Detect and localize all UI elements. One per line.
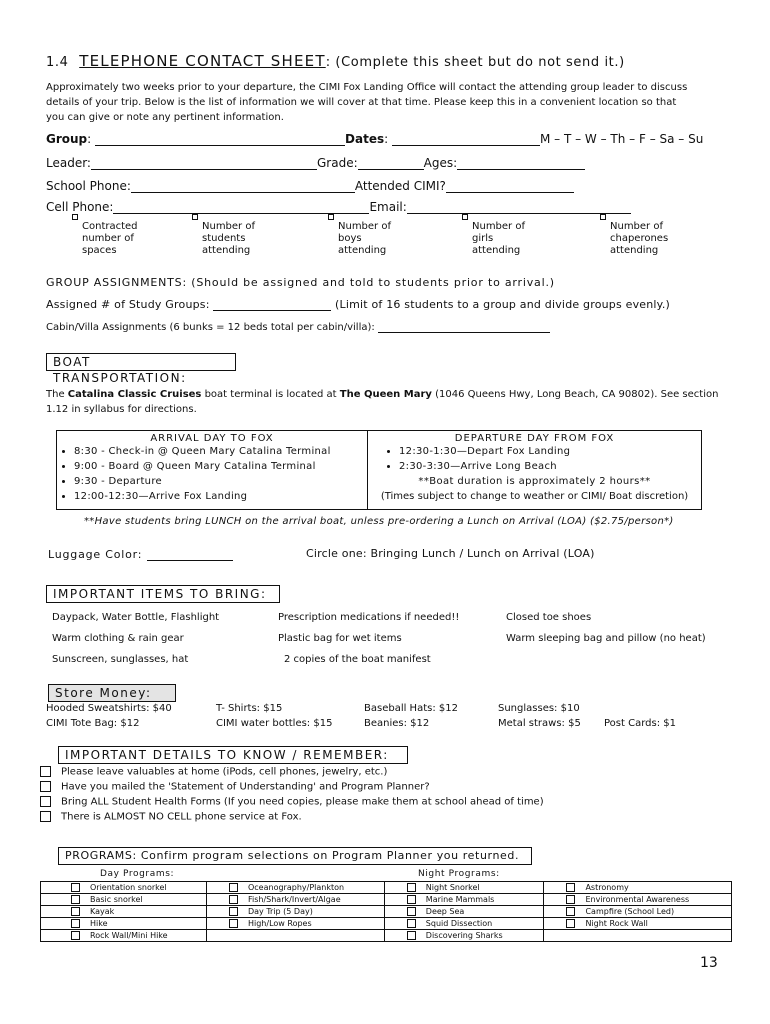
program-cell xyxy=(384,918,544,930)
program-entry xyxy=(387,895,495,904)
program-entry xyxy=(209,919,312,928)
detail-item xyxy=(40,781,430,793)
detail-text: There is ALMOST NO CELL phone service at Fox. xyxy=(61,811,302,823)
grade-label: Grade: xyxy=(316,156,358,170)
luggage-row xyxy=(48,548,233,561)
program-checkbox[interactable] xyxy=(71,883,80,892)
program-cell xyxy=(41,894,207,906)
ages-field[interactable] xyxy=(457,157,585,170)
store-item: Post Cards: $1 xyxy=(604,718,676,729)
boat-paragraph xyxy=(46,387,726,417)
program-cell xyxy=(206,894,384,906)
program-checkbox[interactable] xyxy=(407,907,416,916)
program-entry xyxy=(43,931,168,940)
count-label-line: Number of xyxy=(338,221,391,232)
program-checkbox[interactable] xyxy=(407,895,416,904)
program-entry xyxy=(209,883,344,892)
program-entry xyxy=(546,919,647,928)
detail-item xyxy=(40,796,544,808)
program-cell xyxy=(384,930,544,942)
detail-text: Please leave valuables at home (iPods, cell phones, jewelry, etc.) xyxy=(61,766,388,778)
program-name: High/Low Ropes xyxy=(247,919,312,928)
program-checkbox[interactable] xyxy=(71,919,80,928)
attendance-counts xyxy=(72,214,752,260)
program-checkbox[interactable] xyxy=(229,895,238,904)
night-programs-label: Night Programs: xyxy=(418,869,500,879)
program-entry xyxy=(43,883,167,892)
count-label-line: chaperones xyxy=(610,233,669,244)
program-entry xyxy=(546,895,689,904)
program-cell xyxy=(384,882,544,894)
program-row xyxy=(41,906,732,918)
program-entry xyxy=(546,907,674,916)
item-cell: Prescription medications if needed!! xyxy=(278,612,460,623)
count-label-line: attending xyxy=(202,245,251,256)
count-label-line: Number of xyxy=(610,221,663,232)
departure-item: • 2:30-3:30—Arrive Long Beach xyxy=(399,459,700,474)
count-checkbox[interactable] xyxy=(462,214,468,220)
title-text: TELEPHONE CONTACT SHEET xyxy=(79,52,326,70)
program-entry xyxy=(387,919,492,928)
store-item: CIMI Tote Bag: $12 xyxy=(46,718,140,729)
program-name: Discovering Sharks xyxy=(425,931,503,940)
cabin-label: Cabin/Villa Assignments (6 bunks = 12 beds total per cabin/villa): xyxy=(46,322,375,333)
boat-p-rest: (1046 Queens Hwy, Long Beach, CA 90802). See section 1.12 in syllabus for directions. xyxy=(46,389,719,415)
program-name: Hike xyxy=(90,919,108,928)
program-name: Marine Mammals xyxy=(425,895,495,904)
detail-checkbox[interactable] xyxy=(40,781,51,792)
program-row xyxy=(41,882,732,894)
program-cell xyxy=(384,906,544,918)
boat-cruise-name: Catalina Classic Cruises xyxy=(67,389,202,400)
item-cell: Closed toe shoes xyxy=(506,612,592,623)
program-cell xyxy=(206,882,384,894)
item-cell: Daypack, Water Bottle, Flashlight xyxy=(52,612,220,623)
cabin-field[interactable] xyxy=(378,320,550,333)
arrival-item: • 9:00 - Board @ Queen Mary Catalina Terminal xyxy=(74,459,366,474)
program-cell xyxy=(544,894,732,906)
page-number: 13 xyxy=(700,955,718,971)
assignments-heading: GROUP ASSIGNMENTS: (Should be assigned and told to students prior to arrival.) xyxy=(46,276,555,289)
program-checkbox[interactable] xyxy=(566,907,575,916)
study-groups-label: Assigned # of Study Groups: xyxy=(46,298,210,311)
count-label xyxy=(82,221,138,257)
cell-phone-label: Cell Phone: xyxy=(46,200,114,214)
store-item: CIMI water bottles: $15 xyxy=(216,718,333,729)
school-phone-label: School Phone: xyxy=(46,179,131,193)
cell-phone-field[interactable] xyxy=(113,201,369,214)
cell-phone-row xyxy=(46,200,631,214)
program-name: Oceanography/Plankton xyxy=(247,883,345,892)
program-name: Orientation snorkel xyxy=(90,883,167,892)
leader-field[interactable] xyxy=(91,157,317,170)
count-label-line: girls xyxy=(472,233,494,244)
item-cell: 2 copies of the boat manifest xyxy=(284,654,431,665)
program-cell xyxy=(41,882,207,894)
leader-label: Leader: xyxy=(46,156,91,170)
departure-list xyxy=(369,444,700,474)
program-entry xyxy=(43,895,143,904)
study-groups-field[interactable] xyxy=(213,298,331,311)
count-checkbox[interactable] xyxy=(600,214,606,220)
programs-heading: PROGRAMS: Confirm program selections on Program Planner you returned. xyxy=(58,847,532,865)
item-cell: Sunscreen, sunglasses, hat xyxy=(52,654,189,665)
program-name: Basic snorkel xyxy=(90,895,143,904)
arrival-title: ARRIVAL DAY TO FOX xyxy=(150,433,274,444)
count-label-line: attending xyxy=(610,245,659,256)
luggage-label: Luggage Color: xyxy=(48,548,143,561)
boat-p-mid: boat terminal is located at xyxy=(204,389,337,400)
program-name: Kayak xyxy=(90,907,115,916)
count-checkbox[interactable] xyxy=(192,214,198,220)
program-cell xyxy=(206,906,384,918)
arrival-item: • 12:00-12:30—Arrive Fox Landing xyxy=(74,489,366,504)
program-cell xyxy=(41,930,207,942)
item-cell: Warm sleeping bag and pillow (no heat) xyxy=(506,633,706,644)
count-label xyxy=(472,221,525,257)
program-entry xyxy=(387,907,465,916)
cabin-row xyxy=(46,320,550,333)
detail-text: Have you mailed the 'Statement of Understanding' and Program Planner? xyxy=(61,781,430,793)
lunch-note: **Have students bring LUNCH on the arrival boat, unless pre-ordering a Lunch on Arrival (LOA) ($2.75/person*) xyxy=(84,516,674,527)
program-row xyxy=(41,930,732,942)
program-checkbox[interactable] xyxy=(71,907,80,916)
store-item: Sunglasses: $10 xyxy=(498,703,580,714)
count-label xyxy=(202,221,255,257)
store-heading: Store Money: xyxy=(48,684,176,702)
program-row xyxy=(41,894,732,906)
program-name: Day Trip (5 Day) xyxy=(247,907,313,916)
group-label: Group xyxy=(46,132,88,146)
program-entry xyxy=(387,931,503,940)
day-programs-label: Day Programs: xyxy=(100,869,175,879)
program-entry xyxy=(43,919,108,928)
program-checkbox[interactable] xyxy=(566,895,575,904)
departure-title: DEPARTURE DAY FROM FOX xyxy=(454,433,615,444)
grade-field[interactable] xyxy=(358,157,424,170)
program-entry xyxy=(209,895,341,904)
detail-item xyxy=(40,811,302,823)
programs-table xyxy=(40,881,732,942)
detail-item xyxy=(40,766,387,778)
items-heading: IMPORTANT ITEMS TO BRING: xyxy=(46,585,280,603)
program-checkbox[interactable] xyxy=(229,883,238,892)
boat-queen-mary: The Queen Mary xyxy=(339,389,432,400)
dates-field[interactable] xyxy=(392,133,540,146)
departure-item: • 12:30-1:30—Depart Fox Landing xyxy=(399,444,700,459)
program-name: Astronomy xyxy=(585,883,629,892)
store-item: Baseball Hats: $12 xyxy=(364,703,458,714)
section-number: 1.4 xyxy=(46,55,69,70)
ages-label: Ages: xyxy=(423,156,458,170)
days-options[interactable]: M – T – W – Th – F – Sa – Su xyxy=(539,132,704,146)
boat-schedule-table xyxy=(56,430,702,510)
program-cell xyxy=(41,906,207,918)
program-name: Squid Dissection xyxy=(425,919,493,928)
program-checkbox[interactable] xyxy=(407,883,416,892)
program-name: Rock Wall/Mini Hike xyxy=(90,931,168,940)
program-cell xyxy=(206,918,384,930)
program-cell xyxy=(206,930,384,942)
count-checkbox[interactable] xyxy=(72,214,78,220)
arrival-item: • 9:30 - Departure xyxy=(74,474,366,489)
program-cell xyxy=(544,918,732,930)
count-label-line: number of xyxy=(82,233,134,244)
count-label-line: boys xyxy=(338,233,362,244)
program-name: Environmental Awareness xyxy=(585,895,690,904)
count-checkbox[interactable] xyxy=(328,214,334,220)
program-checkbox[interactable] xyxy=(71,931,80,940)
count-label-line: Number of xyxy=(202,221,255,232)
program-name: Deep Sea xyxy=(425,907,465,916)
attended-field[interactable] xyxy=(446,180,574,193)
store-item: Beanies: $12 xyxy=(364,718,430,729)
program-name: Fish/Shark/Invert/Algae xyxy=(247,895,341,904)
detail-text: Bring ALL Student Health Forms (If you need copies, please make them at school ahead of time) xyxy=(61,796,544,808)
program-cell xyxy=(41,918,207,930)
store-item: Metal straws: $5 xyxy=(498,718,581,729)
count-label-line: attending xyxy=(338,245,387,256)
program-checkbox[interactable] xyxy=(407,931,416,940)
program-entry xyxy=(209,907,313,916)
program-name: Campfire (School Led) xyxy=(585,907,675,916)
school-phone-field[interactable] xyxy=(131,180,355,193)
boat-heading: BOAT TRANSPORTATION: xyxy=(46,353,236,371)
school-phone-row xyxy=(46,179,574,193)
program-cell xyxy=(544,930,732,942)
arrival-list xyxy=(58,444,366,504)
store-item: Hooded Sweatshirts: $40 xyxy=(46,703,172,714)
intro-paragraph: Approximately two weeks prior to your departure, the CIMI Fox Landing Office will contact the attending group leader to discuss details of your trip. Below is the list of information we will cover at that time. Please keep this in a convenient location so that you can give or note any pertinent information. xyxy=(46,82,688,123)
dates-label: Dates xyxy=(345,132,385,146)
attended-label: Attended CIMI? xyxy=(354,179,446,193)
arrival-item: • 8:30 - Check-in @ Queen Mary Catalina Terminal xyxy=(74,444,366,459)
store-item: T- Shirts: $15 xyxy=(216,703,283,714)
count-label-line: students xyxy=(202,233,246,244)
luggage-color-field[interactable] xyxy=(147,548,233,561)
title-subtitle: : (Complete this sheet but do not send it.) xyxy=(325,55,625,70)
email-field[interactable] xyxy=(407,201,631,214)
count-label xyxy=(338,221,391,257)
count-label xyxy=(610,221,668,257)
program-checkbox[interactable] xyxy=(229,907,238,916)
program-checkbox[interactable] xyxy=(407,919,416,928)
boat-p-the: The xyxy=(46,389,65,400)
leader-row xyxy=(46,156,585,170)
times-note: (Times subject to change to weather or CIMI/ Boat discretion) xyxy=(380,491,689,502)
program-name: Night Snorkel xyxy=(425,883,480,892)
program-name: Night Rock Wall xyxy=(585,919,648,928)
count-label-line: Contracted xyxy=(82,221,138,232)
program-entry xyxy=(387,883,480,892)
group-row: Group: Dates: M – T – W – Th – F – Sa – Su xyxy=(46,132,704,146)
page-title xyxy=(46,52,625,70)
boat-duration: **Boat duration is approximately 2 hours** xyxy=(418,476,651,487)
program-cell xyxy=(544,882,732,894)
detail-checkbox[interactable] xyxy=(40,796,51,807)
study-groups-row xyxy=(46,298,670,311)
program-cell xyxy=(544,906,732,918)
program-checkbox[interactable] xyxy=(71,895,80,904)
study-groups-note: (Limit of 16 students to a group and divide groups evenly.) xyxy=(335,298,671,311)
group-field[interactable] xyxy=(95,133,345,146)
details-heading: IMPORTANT DETAILS TO KNOW / REMEMBER: xyxy=(58,746,408,764)
lunch-choice[interactable]: Circle one: Bringing Lunch / Lunch on Arrival (LOA) xyxy=(306,547,595,560)
program-entry xyxy=(546,883,628,892)
program-row xyxy=(41,918,732,930)
count-label-line: spaces xyxy=(82,245,117,256)
detail-checkbox[interactable] xyxy=(40,766,51,777)
count-label-line: Number of xyxy=(472,221,525,232)
count-label-line: attending xyxy=(472,245,521,256)
item-cell: Plastic bag for wet items xyxy=(278,633,402,644)
email-label: Email: xyxy=(369,200,407,214)
program-entry xyxy=(43,907,114,916)
detail-checkbox[interactable] xyxy=(40,811,51,822)
program-checkbox[interactable] xyxy=(566,883,575,892)
program-cell xyxy=(384,894,544,906)
item-cell: Warm clothing & rain gear xyxy=(52,633,184,644)
program-checkbox[interactable] xyxy=(229,919,238,928)
program-checkbox[interactable] xyxy=(566,919,575,928)
